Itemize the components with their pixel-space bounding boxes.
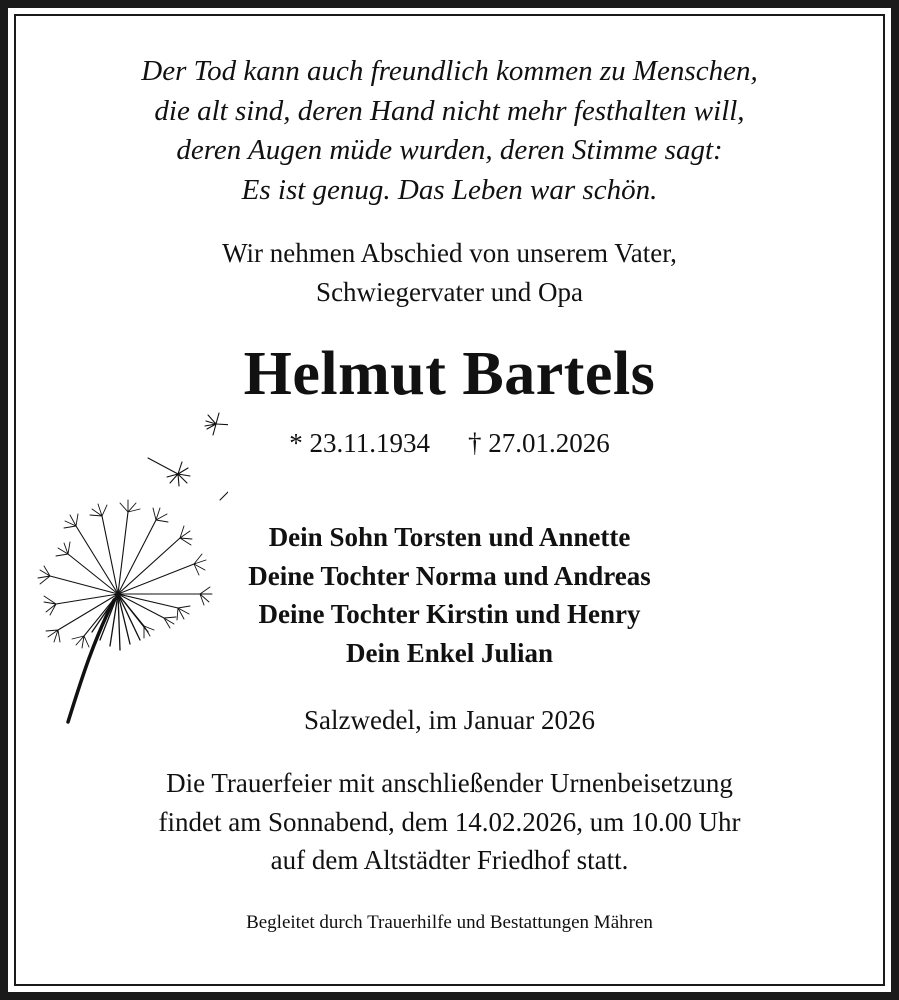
- poem-line: Es ist genug. Das Leben war schön.: [241, 173, 658, 206]
- service-line: Die Trauerfeier mit anschließender Urnenbeisetzung: [166, 768, 733, 798]
- farewell-intro: [0, 234, 899, 312]
- birth-date: * 23.11.1934: [289, 428, 430, 458]
- intro-line: Wir nehmen Abschied von unserem Vater,: [222, 238, 677, 268]
- mourner-line: Deine Tochter Norma und Andreas: [248, 560, 651, 591]
- service-line: findet am Sonnabend, dem 14.02.2026, um 10.00 Uhr: [158, 806, 741, 837]
- mourner-line: Dein Enkel Julian: [345, 637, 554, 668]
- poem-line: die alt sind, deren Hand nicht mehr festhalten will,: [154, 94, 745, 127]
- deceased-name: Helmut Bartels: [243, 340, 656, 408]
- mourner-line: Deine Tochter Kirstin und Henry: [258, 599, 641, 629]
- service-line: auf dem Altstädter Friedhof statt.: [270, 845, 629, 875]
- poem: [0, 52, 899, 210]
- funeral-service-info: [0, 764, 899, 880]
- intro-line: Schwiegervater und Opa: [316, 277, 583, 307]
- place-date: Salzwedel, im Januar 2026: [304, 705, 595, 735]
- poem-line: Der Tod kann auch freundlich kommen zu Menschen,: [141, 55, 758, 87]
- undertaker-credit: Begleitet durch Trauerhilfe und Bestattungen Mähren: [246, 912, 653, 933]
- poem-line: deren Augen müde wurden, deren Stimme sagt:: [176, 134, 723, 166]
- mourners-list: [0, 518, 899, 672]
- mourner-line: Dein Sohn Torsten und Annette: [268, 522, 631, 552]
- death-date: † 27.01.2026: [468, 428, 610, 458]
